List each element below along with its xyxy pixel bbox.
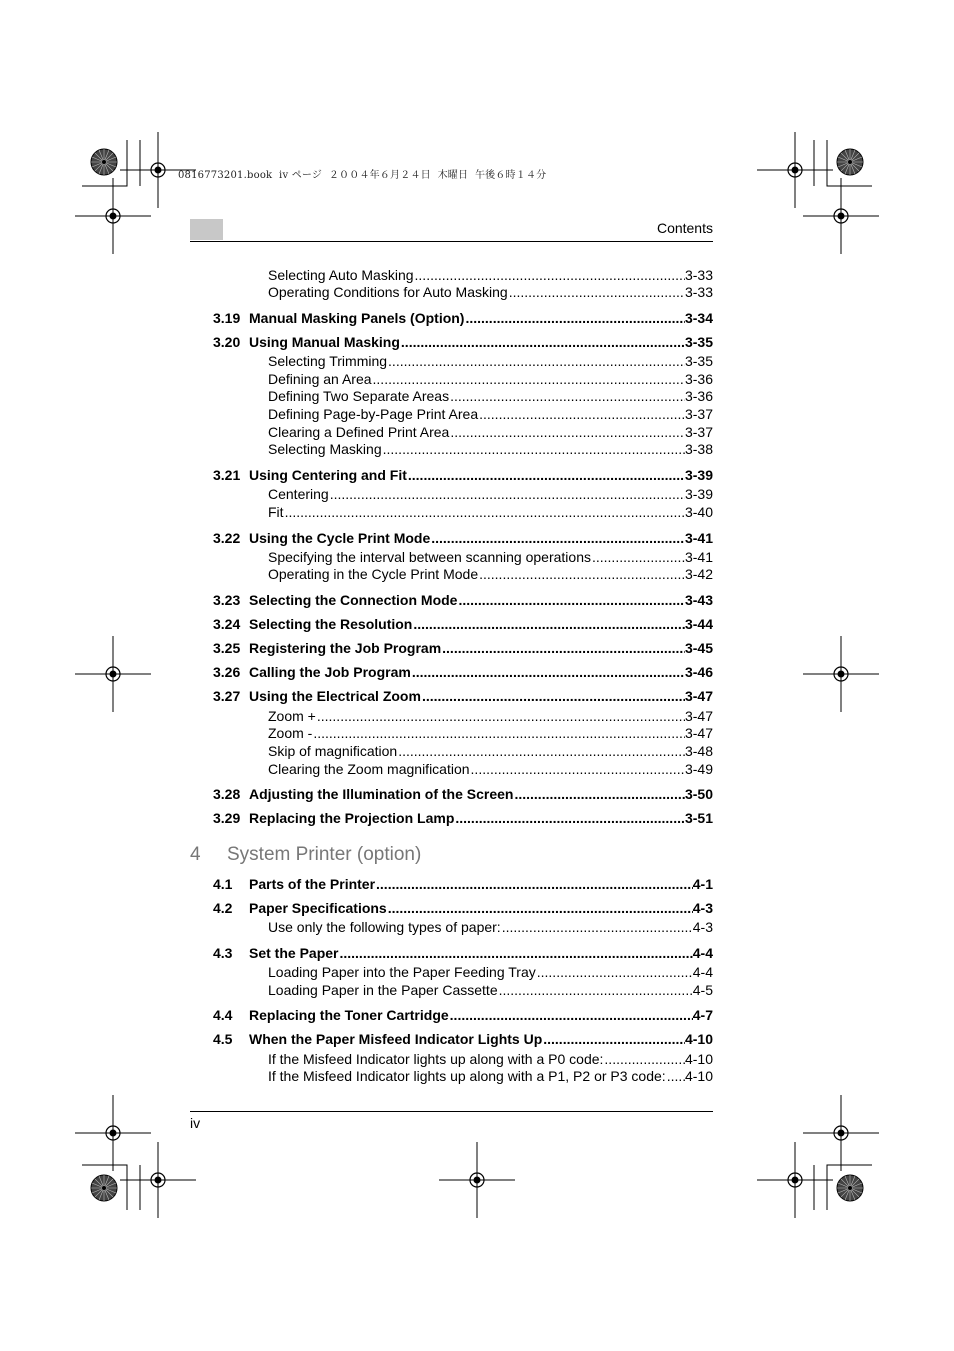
toc-entry-body bbox=[249, 592, 713, 608]
dot-leader bbox=[478, 406, 685, 422]
toc-entry-page: 3-50 bbox=[684, 786, 713, 802]
toc-entry-title: Operating Conditions for Auto Masking bbox=[268, 284, 508, 300]
toc-entry-page: 3-51 bbox=[684, 810, 713, 826]
toc-entry-body bbox=[249, 616, 713, 632]
toc-entry-page: 3-41 bbox=[684, 530, 713, 546]
toc-entry-title: Selecting the Resolution bbox=[249, 616, 413, 632]
toc-entry-title: Replacing the Projection Lamp bbox=[249, 810, 455, 826]
toc-section-number: 3.25 bbox=[213, 640, 241, 656]
toc-entry-title: Using the Electrical Zoom bbox=[249, 688, 421, 704]
toc-entry-page: 3-37 bbox=[684, 424, 713, 440]
toc-section-number: 3.19 bbox=[213, 310, 241, 326]
dot-leader bbox=[338, 945, 692, 961]
toc-entry-title: Selecting Auto Masking bbox=[268, 267, 414, 283]
toc-entry-body bbox=[249, 876, 713, 892]
toc-section-number: 3.29 bbox=[213, 810, 241, 826]
toc-entry-page: 3-44 bbox=[684, 616, 713, 632]
page-number: iv bbox=[190, 1115, 201, 1131]
toc-entry-page: 3-47 bbox=[684, 725, 713, 741]
toc-section-number: 3.26 bbox=[213, 664, 241, 680]
toc-entry-title: Registering the Job Program bbox=[249, 640, 442, 656]
toc-entry-body bbox=[249, 310, 713, 326]
toc-entry-page: 3-39 bbox=[684, 486, 713, 502]
toc-entry-title: Loading Paper in the Paper Cassette bbox=[268, 982, 498, 998]
toc-entry-page: 4-10 bbox=[684, 1031, 713, 1047]
toc-section-number: 3.21 bbox=[213, 467, 241, 483]
dot-leader bbox=[400, 334, 685, 350]
toc-entry-body bbox=[249, 334, 713, 350]
toc-entry-body bbox=[249, 688, 713, 704]
toc-entry-title: Selecting Trimming bbox=[268, 353, 388, 369]
dot-leader bbox=[414, 267, 685, 283]
dot-leader bbox=[498, 982, 693, 998]
toc-entry-page: 3-45 bbox=[684, 640, 713, 656]
dot-leader bbox=[329, 486, 685, 502]
toc-entry-page: 3-40 bbox=[684, 504, 713, 520]
toc-entry-title: Zoom + bbox=[268, 708, 316, 724]
toc-entry-body bbox=[249, 530, 713, 546]
toc-entry-page: 3-33 bbox=[684, 284, 713, 300]
dot-leader bbox=[591, 549, 685, 565]
dot-leader bbox=[513, 786, 685, 802]
toc-entry-body bbox=[268, 284, 713, 300]
toc-entry-title: Zoom - bbox=[268, 725, 313, 741]
dot-leader bbox=[464, 310, 685, 326]
toc-entry-body bbox=[268, 504, 713, 520]
toc-entry-title: Paper Specifications bbox=[249, 900, 387, 916]
toc-entry-page: 3-36 bbox=[684, 371, 713, 387]
print-info-slug: 0816773201.book iv ページ ２００４年６月２４日 木曜日 午後６時１４分 bbox=[178, 170, 547, 181]
dot-leader bbox=[397, 743, 685, 759]
dot-leader bbox=[449, 1007, 693, 1023]
toc-entry-body bbox=[268, 406, 713, 422]
toc-entry-page: 3-33 bbox=[684, 267, 713, 283]
dot-leader bbox=[470, 761, 685, 777]
dot-leader bbox=[454, 810, 685, 826]
toc-entry-page: 3-35 bbox=[684, 334, 713, 350]
toc-entry-page: 3-42 bbox=[684, 566, 713, 582]
toc-entry-body bbox=[268, 353, 713, 369]
dot-leader bbox=[542, 1031, 685, 1047]
toc-section-number: 4.2 bbox=[213, 900, 233, 916]
toc-section-number: 4.4 bbox=[213, 1007, 233, 1023]
toc-entry-body bbox=[268, 982, 713, 998]
toc-entry-body bbox=[268, 708, 713, 724]
running-header-title: Contents bbox=[656, 220, 713, 236]
toc-entry-page: 4-7 bbox=[692, 1007, 713, 1023]
toc-entry-body bbox=[268, 566, 713, 582]
toc-entry-page: 3-37 bbox=[684, 406, 713, 422]
dot-leader bbox=[312, 725, 685, 741]
toc-entry-body bbox=[268, 743, 713, 759]
toc-entry-page: 3-43 bbox=[684, 592, 713, 608]
toc-section-number: 3.28 bbox=[213, 786, 241, 802]
dot-leader bbox=[603, 1051, 685, 1067]
toc-entry-title: Defining Page-by-Page Print Area bbox=[268, 406, 479, 422]
toc-entry-page: 3-46 bbox=[684, 664, 713, 680]
dot-leader bbox=[508, 284, 685, 300]
toc-entry-title: Clearing a Defined Print Area bbox=[268, 424, 450, 440]
toc-entry-body bbox=[268, 761, 713, 777]
toc-entry-title: Using Manual Masking bbox=[249, 334, 400, 350]
dot-leader bbox=[412, 616, 685, 632]
toc-entry-body bbox=[268, 371, 713, 387]
toc-section-number: 3.27 bbox=[213, 688, 241, 704]
chapter-number: 4 bbox=[190, 844, 201, 865]
toc-entry-title: Defining Two Separate Areas bbox=[268, 388, 450, 404]
toc-entry-body bbox=[268, 725, 713, 741]
toc-entry-page: 3-47 bbox=[684, 688, 713, 704]
toc-entry-title: Selecting the Connection Mode bbox=[249, 592, 458, 608]
toc-section-number: 4.3 bbox=[213, 945, 233, 961]
toc-entry-title: Defining an Area bbox=[268, 371, 372, 387]
dot-leader bbox=[284, 504, 685, 520]
toc-entry-page: 3-36 bbox=[684, 388, 713, 404]
dot-leader bbox=[387, 900, 693, 916]
dot-leader bbox=[478, 566, 685, 582]
toc-entry-page: 3-48 bbox=[684, 743, 713, 759]
toc-entry-body bbox=[249, 664, 713, 680]
header-rule bbox=[190, 241, 713, 242]
toc-entry-title: Parts of the Printer bbox=[249, 876, 376, 892]
dot-leader bbox=[441, 640, 685, 656]
toc-entry-body bbox=[268, 486, 713, 502]
footer-rule bbox=[190, 1111, 713, 1112]
toc-entry-title: If the Misfeed Indicator lights up along with a P0 code: bbox=[268, 1051, 604, 1067]
dot-leader bbox=[449, 424, 685, 440]
dot-leader bbox=[421, 688, 685, 704]
toc-entry-title: Using the Cycle Print Mode bbox=[249, 530, 431, 546]
toc-entry-body bbox=[249, 467, 713, 483]
toc-entry-body bbox=[249, 640, 713, 656]
toc-entry-page: 4-3 bbox=[692, 919, 713, 935]
toc-entry-title: Operating in the Cycle Print Mode bbox=[268, 566, 479, 582]
toc-entry-page: 4-4 bbox=[692, 964, 713, 980]
toc-entry-title: Specifying the interval between scanning operations bbox=[268, 549, 591, 565]
toc-entry-title: Selecting Masking bbox=[268, 441, 382, 457]
toc-entry-page: 4-10 bbox=[684, 1068, 713, 1084]
toc-section-number: 4.1 bbox=[213, 876, 233, 892]
toc-entry-title: Loading Paper into the Paper Feeding Tray bbox=[268, 964, 536, 980]
toc-entry-title: When the Paper Misfeed Indicator Lights Up bbox=[249, 1031, 543, 1047]
toc-entry-page: 4-3 bbox=[692, 900, 713, 916]
dot-leader bbox=[316, 708, 685, 724]
toc-entry-title: Centering bbox=[268, 486, 329, 502]
toc-entry-page: 4-10 bbox=[684, 1051, 713, 1067]
dot-leader bbox=[666, 1068, 685, 1084]
toc-entry-page: 3-49 bbox=[684, 761, 713, 777]
toc-entry-body bbox=[249, 900, 713, 916]
chapter-title: System Printer (option) bbox=[227, 844, 422, 865]
toc-entry-body bbox=[268, 919, 713, 935]
toc-entry-body bbox=[268, 1051, 713, 1067]
toc-entry-body bbox=[268, 441, 713, 457]
toc-entry-title: Manual Masking Panels (Option) bbox=[249, 310, 465, 326]
dot-leader bbox=[382, 441, 685, 457]
toc-entry-body bbox=[268, 267, 713, 283]
dot-leader bbox=[501, 919, 693, 935]
dot-leader bbox=[411, 664, 685, 680]
toc-section-number: 3.24 bbox=[213, 616, 241, 632]
dot-leader bbox=[457, 592, 685, 608]
dot-leader bbox=[372, 371, 685, 387]
toc-entry-body bbox=[268, 388, 713, 404]
toc-entry-page: 3-38 bbox=[684, 441, 713, 457]
toc-entry-title: Clearing the Zoom magnification bbox=[268, 761, 470, 777]
toc-entry-title: Set the Paper bbox=[249, 945, 339, 961]
toc-entry-page: 4-5 bbox=[692, 982, 713, 998]
toc-entry-title: Skip of magnification bbox=[268, 743, 398, 759]
toc-entry-title: If the Misfeed Indicator lights up along with a P1, P2 or P3 code: bbox=[268, 1068, 666, 1084]
toc-entry-body bbox=[249, 810, 713, 826]
toc-entry-page: 3-39 bbox=[684, 467, 713, 483]
toc-entry-page: 3-41 bbox=[684, 549, 713, 565]
dot-leader bbox=[407, 467, 685, 483]
dot-leader bbox=[536, 964, 693, 980]
toc-entry-title: Using Centering and Fit bbox=[249, 467, 407, 483]
toc-entry-body bbox=[268, 964, 713, 980]
toc-section-number: 3.22 bbox=[213, 530, 241, 546]
toc-entry-page: 3-47 bbox=[684, 708, 713, 724]
toc-entry-body bbox=[268, 424, 713, 440]
dot-leader bbox=[449, 388, 685, 404]
toc-entry-body bbox=[268, 1068, 713, 1084]
dot-leader bbox=[387, 353, 685, 369]
toc-entry-body bbox=[249, 945, 713, 961]
chapter-heading bbox=[190, 844, 421, 866]
toc-entry-page: 3-34 bbox=[684, 310, 713, 326]
toc-entry-title: Fit bbox=[268, 504, 284, 520]
toc-entry-body bbox=[249, 1007, 713, 1023]
toc-entry-page: 4-1 bbox=[692, 876, 713, 892]
toc-entry-body bbox=[268, 549, 713, 565]
toc-entry-title: Use only the following types of paper: bbox=[268, 919, 501, 935]
toc-section-number: 4.5 bbox=[213, 1031, 233, 1047]
toc-entry-page: 3-35 bbox=[684, 353, 713, 369]
toc-entry-title: Adjusting the Illumination of the Screen bbox=[249, 786, 514, 802]
header-tab-box bbox=[190, 219, 223, 240]
toc-section-number: 3.23 bbox=[213, 592, 241, 608]
dot-leader bbox=[430, 530, 685, 546]
toc-entry-body bbox=[249, 1031, 713, 1047]
dot-leader bbox=[375, 876, 693, 892]
toc-section-number: 3.20 bbox=[213, 334, 241, 350]
toc-entry-title: Replacing the Toner Cartridge bbox=[249, 1007, 449, 1023]
toc-entry-body bbox=[249, 786, 713, 802]
toc-entry-title: Calling the Job Program bbox=[249, 664, 411, 680]
toc-entry-page: 4-4 bbox=[692, 945, 713, 961]
